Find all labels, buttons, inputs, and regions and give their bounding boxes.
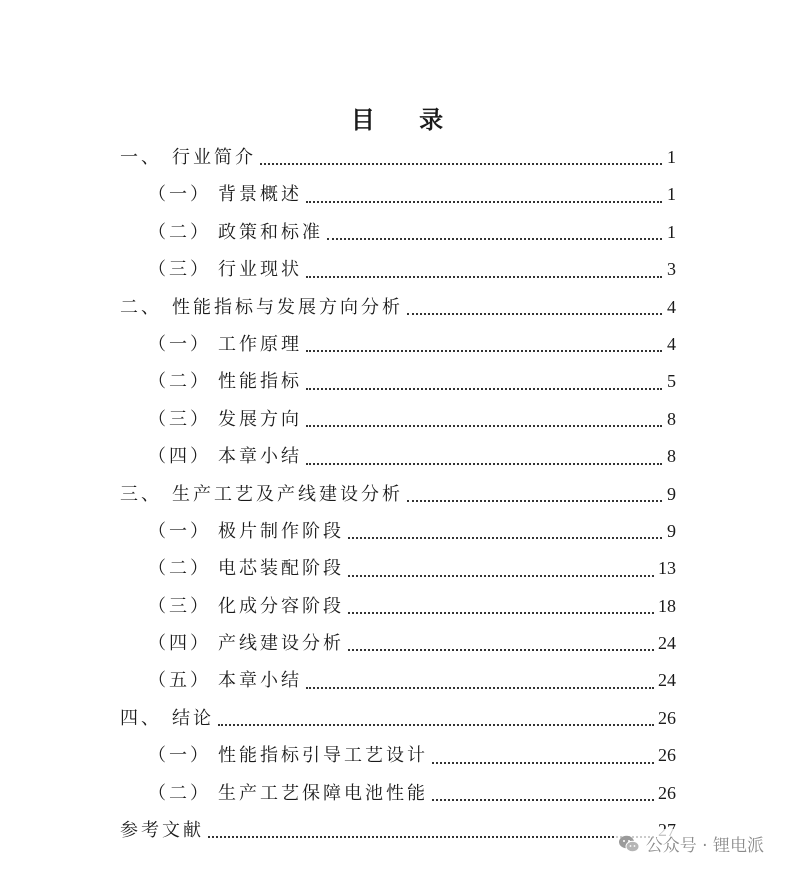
- toc-entry-page: 8: [667, 408, 676, 429]
- toc-entry-number: （二）: [148, 221, 211, 243]
- toc-entry-number: 一、: [120, 146, 162, 168]
- toc-entry-label: [148, 550, 344, 587]
- toc-entry-text: 本章小结: [218, 670, 302, 692]
- toc-entry-label: [148, 513, 344, 550]
- toc-entry-number: （四）: [148, 446, 211, 468]
- toc-entry[interactable]: [120, 625, 676, 662]
- toc-entry-label: [148, 251, 302, 288]
- toc-entry-number: （二）: [148, 782, 211, 804]
- table-of-contents: [120, 139, 676, 849]
- toc-entry-number: （五）: [148, 670, 211, 692]
- toc-entry[interactable]: [120, 812, 676, 849]
- toc-entry[interactable]: [120, 550, 676, 587]
- toc-entry-page: 26: [658, 707, 676, 728]
- toc-entry[interactable]: [120, 176, 676, 213]
- dot-leader: [306, 200, 662, 203]
- toc-entry[interactable]: [120, 513, 676, 550]
- toc-entry-label: [120, 812, 204, 849]
- dot-leader: [432, 798, 654, 801]
- wechat-icon: [618, 834, 640, 854]
- toc-entry-label: [120, 700, 214, 737]
- toc-entry[interactable]: [120, 588, 676, 625]
- dot-leader: [407, 312, 662, 315]
- toc-entry-label: [148, 214, 323, 251]
- dot-leader: [260, 162, 662, 165]
- toc-entry-text: 本章小结: [218, 446, 302, 468]
- toc-entry-text: 性能指标: [218, 371, 302, 393]
- toc-entry[interactable]: [120, 401, 676, 438]
- toc-entry-number: （一）: [148, 745, 211, 767]
- dot-leader: [432, 761, 654, 764]
- toc-entry-text: 工作原理: [218, 333, 302, 355]
- toc-entry-label: [148, 662, 302, 699]
- dot-leader: [348, 574, 654, 577]
- toc-entry-number: 三、: [120, 483, 162, 505]
- toc-entry[interactable]: [120, 700, 676, 737]
- toc-entry-number: （一）: [148, 333, 211, 355]
- toc-entry-page: 1: [667, 146, 676, 167]
- toc-entry-number: （三）: [148, 259, 211, 281]
- toc-entry-label: [148, 438, 302, 475]
- toc-entry[interactable]: [120, 326, 676, 363]
- toc-entry-page: 8: [667, 446, 676, 467]
- dot-leader: [348, 648, 654, 651]
- toc-entry-page: 9: [667, 483, 676, 504]
- toc-entry[interactable]: [120, 139, 676, 176]
- dot-leader: [348, 611, 654, 614]
- toc-entry-text: 性能指标引导工艺设计: [218, 745, 428, 767]
- toc-entry-label: [148, 737, 428, 774]
- toc-entry-number: （一）: [148, 520, 211, 542]
- toc-entry-label: [120, 289, 403, 326]
- toc-entry-label: [120, 139, 256, 176]
- toc-entry-number: （二）: [148, 371, 211, 393]
- toc-entry-text: 政策和标准: [218, 221, 323, 243]
- toc-entry-label: [148, 588, 344, 625]
- toc-entry[interactable]: [120, 438, 676, 475]
- toc-entry-number: 四、: [120, 707, 162, 729]
- toc-entry-text: 结论: [172, 707, 214, 729]
- toc-entry-page: 5: [667, 371, 676, 392]
- toc-entry-label: [148, 401, 302, 438]
- toc-entry-page: 26: [658, 782, 676, 803]
- dot-leader: [306, 275, 662, 278]
- toc-entry[interactable]: [120, 737, 676, 774]
- toc-entry-label: [148, 625, 344, 662]
- toc-entry-text: 发展方向: [218, 408, 302, 430]
- toc-entry[interactable]: [120, 476, 676, 513]
- toc-entry-text: 化成分容阶段: [218, 595, 344, 617]
- toc-entry-number: （三）: [148, 408, 211, 430]
- toc-entry-page: 3: [667, 259, 676, 280]
- toc-entry-label: [120, 476, 403, 513]
- toc-entry-number: （三）: [148, 595, 211, 617]
- toc-entry-page: 24: [658, 633, 676, 654]
- dot-leader: [306, 349, 662, 352]
- toc-entry[interactable]: [120, 289, 676, 326]
- toc-entry-page: 4: [667, 296, 676, 317]
- toc-entry-text: 参考文献: [120, 820, 204, 842]
- toc-entry-text: 产线建设分析: [218, 633, 344, 655]
- toc-entry-page: 9: [667, 520, 676, 541]
- toc-entry-number: （四）: [148, 633, 211, 655]
- toc-entry-text: 生产工艺及产线建设分析: [172, 483, 403, 505]
- toc-entry-label: [148, 363, 302, 400]
- dot-leader: [218, 723, 654, 726]
- dot-leader: [407, 499, 662, 502]
- toc-entry-text: 性能指标与发展方向分析: [172, 296, 403, 318]
- toc-entry-page: 1: [667, 184, 676, 205]
- toc-entry-label: [148, 775, 428, 812]
- toc-entry-page: 24: [658, 670, 676, 691]
- watermark-text: 公众号 · 锂电派: [645, 836, 764, 856]
- toc-entry-number: （一）: [148, 184, 211, 206]
- toc-entry[interactable]: [120, 214, 676, 251]
- toc-entry-label: [148, 176, 302, 213]
- toc-entry[interactable]: [120, 662, 676, 699]
- toc-entry-text: 背景概述: [218, 184, 302, 206]
- toc-entry-text: 电芯装配阶段: [218, 558, 344, 580]
- dot-leader: [306, 686, 654, 689]
- toc-entry-page: 4: [667, 333, 676, 354]
- toc-entry-label: [148, 326, 302, 363]
- dot-leader: [208, 835, 654, 838]
- toc-entry-text: 行业现状: [218, 259, 302, 281]
- toc-entry-page: 13: [658, 558, 676, 579]
- toc-entry-number: 二、: [120, 296, 162, 318]
- dot-leader: [306, 462, 662, 465]
- dot-leader: [348, 536, 662, 539]
- dot-leader: [306, 424, 662, 427]
- toc-entry-text: 生产工艺保障电池性能: [218, 782, 428, 804]
- toc-entry[interactable]: [120, 775, 676, 812]
- toc-entry-number: （二）: [148, 558, 211, 580]
- dot-leader: [327, 237, 662, 240]
- page-title: 目 录: [350, 105, 462, 134]
- watermark: [614, 829, 768, 858]
- toc-entry-page: 26: [658, 745, 676, 766]
- dot-leader: [306, 387, 662, 390]
- toc-entry[interactable]: [120, 251, 676, 288]
- toc-entry-page: 18: [658, 595, 676, 616]
- toc-entry-text: 行业简介: [172, 146, 256, 168]
- toc-entry[interactable]: [120, 363, 676, 400]
- toc-entry-text: 极片制作阶段: [218, 520, 344, 542]
- toc-entry-page: 1: [667, 221, 676, 242]
